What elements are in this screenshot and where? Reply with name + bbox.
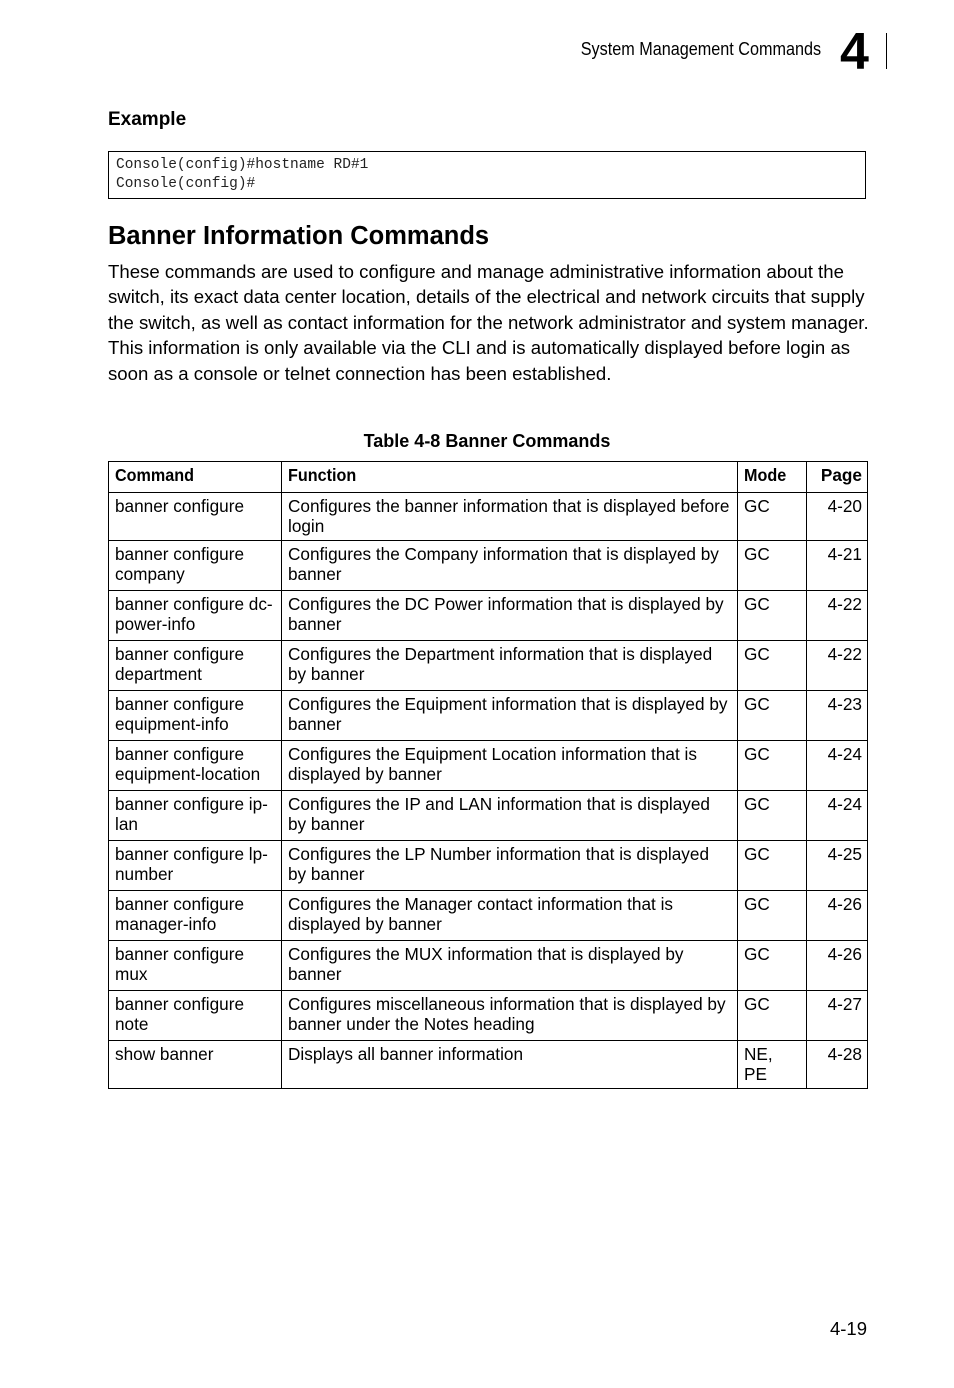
cell-function: Configures the Equipment information that is displayed by banner xyxy=(282,691,738,741)
cell-page: 4-24 xyxy=(807,741,868,791)
cell-mode: GC xyxy=(738,591,807,641)
table-row xyxy=(109,841,868,891)
cell-function: Configures the Equipment Location information that is displayed by banner xyxy=(282,741,738,791)
cell-mode: GC xyxy=(738,691,807,741)
cell-page: 4-21 xyxy=(807,541,868,591)
cell-mode: GC xyxy=(738,941,807,991)
cell-page: 4-26 xyxy=(807,891,868,941)
cell-page: 4-23 xyxy=(807,691,868,741)
chapter-divider xyxy=(886,33,887,69)
header-function: Function xyxy=(282,462,738,493)
cell-function: Configures the banner information that is displayed before login xyxy=(282,493,738,541)
table-row xyxy=(109,891,868,941)
cell-command: banner configure note xyxy=(109,991,282,1041)
cell-function: Configures the Company information that is displayed by banner xyxy=(282,541,738,591)
cell-command: banner configure company xyxy=(109,541,282,591)
cell-mode: GC xyxy=(738,493,807,541)
cell-page: 4-24 xyxy=(807,791,868,841)
header-command: Command xyxy=(109,462,282,493)
table-row xyxy=(109,941,868,991)
cell-command: banner configure equipment-location xyxy=(109,741,282,791)
cell-mode: NE, PE xyxy=(738,1041,807,1089)
example-heading: Example xyxy=(108,109,187,130)
cell-function: Configures the Department information that is displayed by banner xyxy=(282,641,738,691)
cell-command: show banner xyxy=(109,1041,282,1089)
table-body xyxy=(109,493,868,1089)
table-row xyxy=(109,791,868,841)
header-mode: Mode xyxy=(738,462,807,493)
cell-command: banner configure department xyxy=(109,641,282,691)
cell-page: 4-20 xyxy=(807,493,868,541)
table-row xyxy=(109,541,868,591)
cell-page: 4-22 xyxy=(807,641,868,691)
header-page: Page xyxy=(807,462,868,493)
cell-command: banner configure dc-power-info xyxy=(109,591,282,641)
cell-page: 4-28 xyxy=(807,1041,868,1089)
cell-mode: GC xyxy=(738,641,807,691)
cell-command: banner configure mux xyxy=(109,941,282,991)
table-row xyxy=(109,641,868,691)
cell-mode: GC xyxy=(738,891,807,941)
table-row xyxy=(109,741,868,791)
cell-page: 4-25 xyxy=(807,841,868,891)
cell-command: banner configure equipment-info xyxy=(109,691,282,741)
table-header-row xyxy=(109,462,868,493)
cell-page: 4-27 xyxy=(807,991,868,1041)
intro-paragraph: These commands are used to configure and manage administrative information about the switch, its exact data center location, details of the electrical and network circuits that supply the switch, as well as contact information for the network administrator and system manager. This information is only available via the CLI and is automatically displayed before login as soon as a console or telnet connection has been established. xyxy=(108,261,869,384)
code-line: Console(config)# xyxy=(116,176,256,192)
page-number: 4-19 xyxy=(829,1318,867,1339)
cell-function: Configures the Manager contact information that is displayed by banner xyxy=(282,891,738,941)
cell-function: Configures the IP and LAN information that is displayed by banner xyxy=(282,791,738,841)
cell-function: Configures the LP Number information that is displayed by banner xyxy=(282,841,738,891)
cell-page: 4-26 xyxy=(807,941,868,991)
cell-mode: GC xyxy=(738,841,807,891)
table-row xyxy=(109,591,868,641)
cell-command: banner configure manager-info xyxy=(109,891,282,941)
cell-function: Displays all banner information xyxy=(282,1041,738,1089)
table-row xyxy=(109,991,868,1041)
cell-mode: GC xyxy=(738,991,807,1041)
code-line: Console(config)#hostname RD#1 xyxy=(116,157,369,173)
cell-command: banner configure lp-number xyxy=(109,841,282,891)
cell-function: Configures the DC Power information that is displayed by banner xyxy=(282,591,738,641)
cell-mode: GC xyxy=(738,541,807,591)
table-row xyxy=(109,691,868,741)
table-row xyxy=(109,493,868,541)
table-row xyxy=(109,1041,868,1089)
running-header-title: System Management Commands xyxy=(580,39,821,59)
code-example-box xyxy=(108,151,866,199)
cell-function: Configures miscellaneous information that is displayed by banner under the Notes heading xyxy=(282,991,738,1041)
cell-mode: GC xyxy=(738,791,807,841)
table-caption: Table 4-8 Banner Commands xyxy=(363,431,611,451)
section-title: Banner Information Commands xyxy=(108,222,490,250)
cell-function: Configures the MUX information that is displayed by banner xyxy=(282,941,738,991)
banner-commands-table xyxy=(108,461,868,1089)
cell-page: 4-22 xyxy=(807,591,868,641)
cell-command: banner configure xyxy=(109,493,282,541)
chapter-number: 4 xyxy=(840,23,868,81)
cell-command: banner configure ip-lan xyxy=(109,791,282,841)
cell-mode: GC xyxy=(738,741,807,791)
